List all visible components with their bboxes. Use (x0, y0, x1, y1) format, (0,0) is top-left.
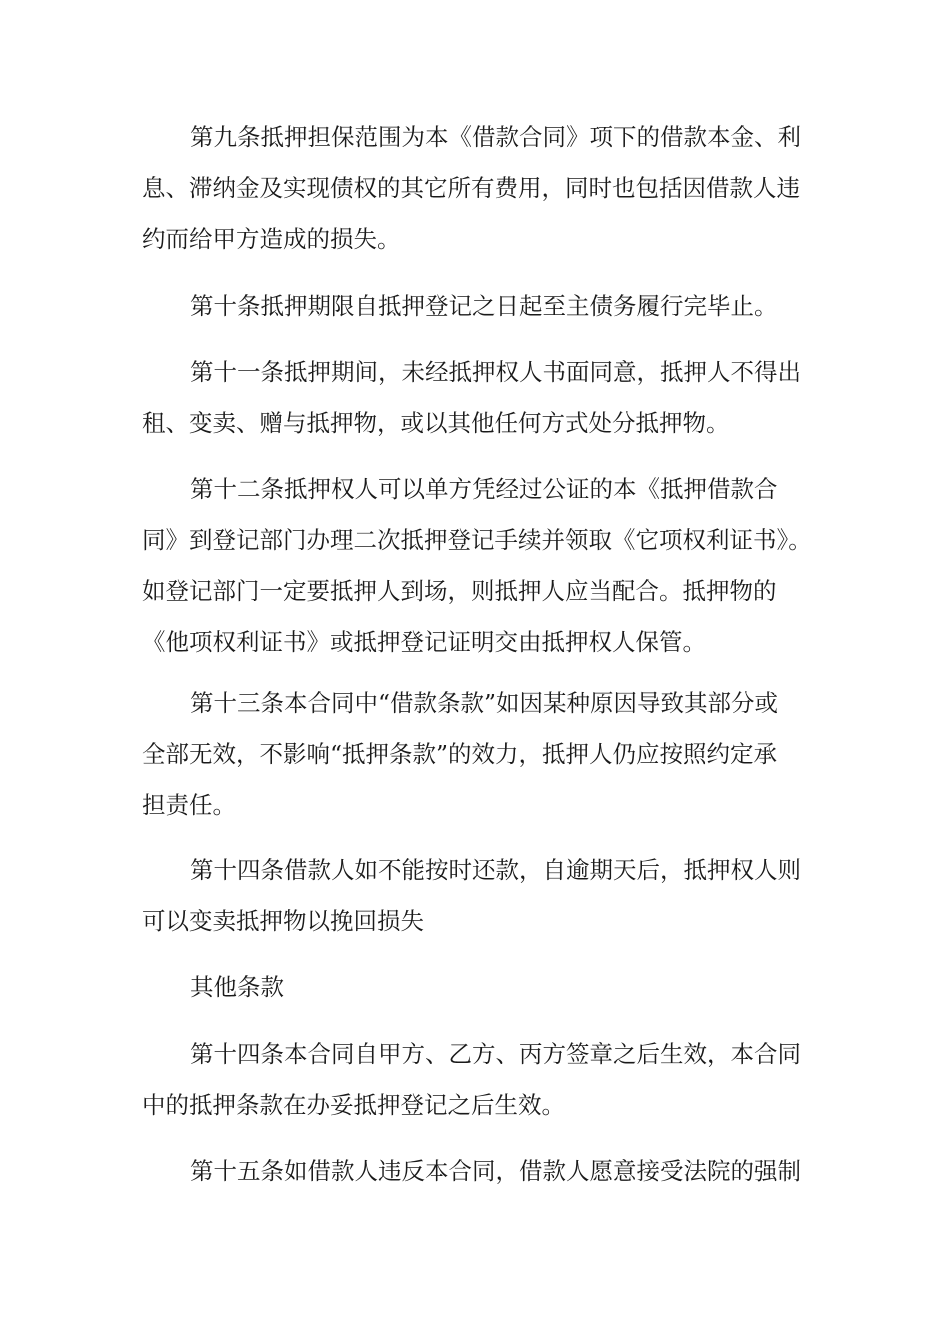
clause-14b-paragraph (142, 1029, 812, 1131)
paragraph-line: 全部无效，不影响“抵押条款”的效力，抵押人仍应按照约定承 (142, 740, 778, 768)
clause-15-paragraph (142, 1146, 812, 1197)
clause-12-paragraph (142, 464, 812, 668)
paragraph-line: 第十一条抵押期间，未经抵押权人书面同意，抵押人不得出 (190, 358, 801, 386)
paragraph-line: 担责任。 (142, 791, 236, 819)
clause-14-paragraph (142, 845, 812, 947)
paragraph-line: 同》到登记部门办理二次抵押登记手续并领取《它项权利证书》。 (142, 526, 812, 554)
paragraph-line: 可以变卖抵押物以挽回损失 (142, 907, 424, 935)
paragraph-line: 第十四条本合同自甲方、乙方、丙方签章之后生效，本合同 (190, 1040, 801, 1068)
paragraph-line: 《他项权利证书》或抵押登记证明交由抵押权人保管。 (142, 628, 706, 656)
paragraph-line: 息、滞纳金及实现债权的其它所有费用，同时也包括因借款人违 (142, 174, 800, 202)
clause-13-paragraph (142, 678, 812, 831)
clause-11-paragraph (142, 347, 812, 449)
paragraph-line: 租、变卖、赠与抵押物，或以其他任何方式处分抵押物。 (142, 409, 730, 437)
paragraph-line: 第十二条抵押权人可以单方凭经过公证的本《抵押借款合 (190, 475, 778, 503)
clause-9-paragraph (142, 112, 812, 265)
paragraph-line: 第十条抵押期限自抵押登记之日起至主债务履行完毕止。 (190, 292, 778, 320)
paragraph-line: 第十五条如借款人违反本合同，借款人愿意接受法院的强制 (190, 1157, 801, 1185)
section-heading: 其他条款 (190, 973, 284, 1001)
paragraph-line: 第十三条本合同中“借款条款”如因某种原因导致其部分或 (190, 689, 779, 717)
clause-10-paragraph (142, 281, 812, 332)
paragraph-line: 如登记部门一定要抵押人到场，则抵押人应当配合。抵押物的 (142, 577, 777, 605)
paragraph-line: 第九条抵押担保范围为本《借款合同》项下的借款本金、利 (190, 123, 801, 151)
section-heading-other-terms (142, 962, 812, 1013)
paragraph-line: 第十四条借款人如不能按时还款，自逾期天后，抵押权人则 (190, 856, 801, 884)
paragraph-line: 中的抵押条款在办妥抵押登记之后生效。 (142, 1091, 565, 1119)
paragraph-line: 约而给甲方造成的损失。 (142, 225, 401, 253)
